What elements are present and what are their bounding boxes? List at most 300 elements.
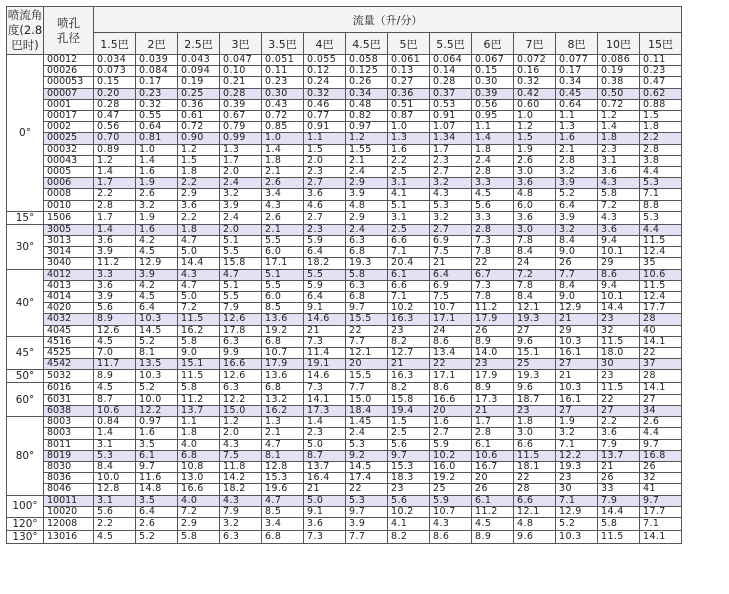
flow-value-cell: 3.1	[388, 178, 430, 189]
flow-value-cell: 33	[598, 484, 640, 495]
flow-value-cell: 15.3	[388, 461, 430, 472]
table-row	[7, 405, 682, 416]
flow-value-cell: 0.061	[388, 55, 430, 66]
flow-value-cell: 41	[640, 484, 682, 495]
flow-value-cell: 0.64	[556, 99, 598, 110]
flow-value-cell: 3.3	[472, 178, 514, 189]
flow-value-cell: 4.5	[94, 383, 136, 394]
flow-value-cell: 3.9	[346, 189, 388, 200]
flow-value-cell: 26	[472, 484, 514, 495]
flow-value-cell: 3.4	[262, 517, 304, 530]
nozzle-code-cell: 00007	[44, 88, 94, 99]
spray-angle-cell: 50°	[7, 370, 44, 383]
flow-value-cell: 10.3	[136, 314, 178, 325]
table-row	[7, 439, 682, 450]
flow-value-cell: 26	[598, 473, 640, 484]
flow-value-cell: 34	[640, 405, 682, 416]
spray-angle-cell: 15°	[7, 211, 44, 224]
flow-value-cell: 6.8	[262, 336, 304, 347]
flow-value-cell: 5.6	[94, 506, 136, 517]
flow-value-cell: 5.0	[178, 247, 220, 258]
flow-value-cell: 32	[598, 325, 640, 336]
flow-value-cell: 0.32	[136, 99, 178, 110]
nozzle-flow-rate-table	[6, 6, 682, 544]
flow-value-cell: 4.8	[346, 200, 388, 211]
flow-value-cell: 0.11	[262, 66, 304, 77]
flow-value-cell: 8.4	[556, 280, 598, 291]
flow-value-cell: 7.5	[220, 450, 262, 461]
table-row	[7, 200, 682, 211]
flow-value-cell: 7.7	[556, 269, 598, 280]
flow-value-cell: 3.2	[556, 224, 598, 235]
flow-value-cell: 9.0	[556, 247, 598, 258]
flow-value-cell: 7.1	[640, 189, 682, 200]
flow-value-cell: 7.1	[388, 247, 430, 258]
flow-value-cell: 10.8	[178, 461, 220, 472]
flow-value-cell: 25	[514, 359, 556, 370]
flow-value-cell: 1.2	[346, 133, 388, 144]
spray-angle-cell: 130°	[7, 530, 44, 543]
flow-value-cell: 11.5	[598, 530, 640, 543]
flow-value-cell: 23	[388, 325, 430, 336]
flow-value-cell: 23	[514, 405, 556, 416]
spray-angle-cell: 80°	[7, 417, 44, 495]
flow-value-cell: 4.5	[94, 530, 136, 543]
flow-value-cell: 0.094	[178, 66, 220, 77]
flow-value-cell: 17.1	[430, 314, 472, 325]
nozzle-code-cell: 8011	[44, 439, 94, 450]
flow-value-cell: 2.1	[262, 224, 304, 235]
flow-value-cell: 0.39	[472, 88, 514, 99]
flow-value-cell: 10.0	[94, 473, 136, 484]
flow-value-cell: 2.3	[304, 167, 346, 178]
flow-value-cell: 2.6	[262, 178, 304, 189]
flow-value-cell: 5.3	[430, 200, 472, 211]
flow-value-cell: 1.8	[178, 167, 220, 178]
flow-value-cell: 4.2	[136, 236, 178, 247]
flow-value-cell: 5.6	[388, 495, 430, 506]
flow-value-cell: 9.4	[598, 236, 640, 247]
flow-value-cell: 9.6	[514, 530, 556, 543]
flow-value-cell: 9.9	[220, 348, 262, 359]
flow-value-cell: 1.2	[514, 122, 556, 133]
nozzle-code-cell: 4012	[44, 269, 94, 280]
nozzle-code-cell: 10020	[44, 506, 94, 517]
nozzle-code-cell: 8003	[44, 428, 94, 439]
spray-angle-cell: 120°	[7, 517, 44, 530]
flow-value-cell: 2.1	[346, 155, 388, 166]
flow-value-cell: 1.07	[430, 122, 472, 133]
flow-value-cell: 7.2	[514, 269, 556, 280]
flow-value-cell: 1.5	[178, 155, 220, 166]
flow-value-cell: 7.1	[556, 439, 598, 450]
flow-value-cell: 7.2	[178, 506, 220, 517]
flow-value-cell: 4.5	[94, 336, 136, 347]
flow-value-cell: 12.6	[220, 314, 262, 325]
flow-value-cell: 5.9	[430, 439, 472, 450]
flow-value-cell: 18.4	[346, 405, 388, 416]
flow-value-cell: 2.6	[640, 417, 682, 428]
flow-value-cell: 1.9	[556, 417, 598, 428]
nozzle-code-cell: 00043	[44, 155, 94, 166]
flow-value-cell: 0.90	[178, 133, 220, 144]
flow-value-cell: 3.2	[220, 517, 262, 530]
spray-angle-cell: 30°	[7, 224, 44, 269]
flow-value-cell: 21	[304, 325, 346, 336]
flow-value-cell: 1.2	[94, 155, 136, 166]
flow-value-cell: 4.4	[640, 428, 682, 439]
flow-value-cell: 1.8	[262, 155, 304, 166]
flow-value-cell: 23	[598, 370, 640, 383]
flow-value-cell: 12.2	[556, 450, 598, 461]
flow-value-cell: 10.3	[556, 336, 598, 347]
flow-value-cell: 3.0	[514, 428, 556, 439]
nozzle-code-cell: 0006	[44, 178, 94, 189]
flow-value-cell: 4.3	[430, 517, 472, 530]
flow-value-cell: 11.5	[178, 370, 220, 383]
flow-value-cell: 9.7	[640, 495, 682, 506]
flow-value-cell: 2.4	[346, 224, 388, 235]
flow-value-cell: 0.055	[304, 55, 346, 66]
spray-angle-cell: 60°	[7, 383, 44, 417]
flow-value-cell: 8.1	[262, 450, 304, 461]
flow-value-cell: 4.6	[304, 200, 346, 211]
flow-value-cell: 2.6	[136, 189, 178, 200]
flow-value-cell: 5.9	[304, 236, 346, 247]
flow-value-cell: 2.2	[640, 133, 682, 144]
flow-value-cell: 23	[388, 484, 430, 495]
table-row	[7, 247, 682, 258]
flow-value-cell: 7.8	[514, 280, 556, 291]
nozzle-code-cell: 8030	[44, 461, 94, 472]
flow-value-cell: 5.8	[178, 530, 220, 543]
flow-value-cell: 15.5	[346, 370, 388, 383]
flow-value-cell: 12.1	[514, 303, 556, 314]
flow-value-cell: 5.2	[136, 383, 178, 394]
flow-value-cell: 0.064	[430, 55, 472, 66]
table-row	[7, 359, 682, 370]
flow-value-cell: 13.7	[598, 450, 640, 461]
flow-value-cell: 4.7	[220, 269, 262, 280]
flow-value-cell: 6.1	[472, 495, 514, 506]
flow-value-cell: 9.7	[388, 450, 430, 461]
flow-value-cell: 4.7	[262, 439, 304, 450]
flow-value-cell: 3.9	[220, 200, 262, 211]
flow-value-cell: 11.6	[136, 473, 178, 484]
flow-value-cell: 0.62	[640, 88, 682, 99]
flow-value-cell: 12.8	[262, 461, 304, 472]
table-row	[7, 303, 682, 314]
flow-value-cell: 0.61	[178, 111, 220, 122]
flow-value-cell: 9.6	[514, 336, 556, 347]
flow-value-cell: 7.7	[346, 530, 388, 543]
flow-value-cell: 8.2	[388, 530, 430, 543]
table-row	[7, 473, 682, 484]
flow-value-cell: 2.3	[304, 224, 346, 235]
flow-value-cell: 6.8	[262, 383, 304, 394]
flow-value-cell: 27	[514, 325, 556, 336]
flow-value-cell: 19.6	[262, 484, 304, 495]
table-row	[7, 111, 682, 122]
flow-value-cell: 1.0	[136, 144, 178, 155]
spray-angle-header: 喷流角度(2.8巴时)	[7, 7, 44, 55]
flow-value-cell: 7.1	[388, 292, 430, 303]
flow-value-cell: 0.043	[178, 55, 220, 66]
flow-value-cell: 3.6	[514, 211, 556, 224]
flow-value-cell: 12.9	[556, 506, 598, 517]
flow-value-cell: 11.8	[220, 461, 262, 472]
flow-value-cell: 1.8	[178, 224, 220, 235]
flow-value-cell: 13.7	[178, 405, 220, 416]
nozzle-code-cell: 00017	[44, 111, 94, 122]
flow-value-cell: 2.3	[304, 428, 346, 439]
flow-value-cell: 21	[556, 370, 598, 383]
flow-value-cell: 14.4	[598, 303, 640, 314]
flow-value-cell: 1.9	[136, 178, 178, 189]
flow-value-cell: 5.3	[346, 495, 388, 506]
flow-value-cell: 3.9	[346, 517, 388, 530]
flow-value-cell: 35	[640, 258, 682, 269]
pressure-header-cell: 2巴	[136, 33, 178, 55]
flow-value-cell: 0.086	[598, 55, 640, 66]
flow-value-cell: 10.1	[598, 247, 640, 258]
table-row	[7, 133, 682, 144]
pressure-header-row	[7, 33, 682, 55]
flow-value-cell: 7.8	[514, 236, 556, 247]
pressure-header-cell: 1.5巴	[94, 33, 136, 55]
flow-value-cell: 17.3	[472, 394, 514, 405]
nozzle-code-cell: 5032	[44, 370, 94, 383]
flow-value-cell: 2.4	[346, 167, 388, 178]
flow-value-cell: 2.6	[514, 155, 556, 166]
flow-value-cell: 8.8	[640, 200, 682, 211]
flow-value-cell: 0.27	[388, 77, 430, 88]
flow-value-cell: 12.6	[220, 370, 262, 383]
flow-value-cell: 17.9	[472, 370, 514, 383]
flow-value-cell: 6.3	[220, 336, 262, 347]
table-row	[7, 383, 682, 394]
flow-value-cell: 9.1	[304, 506, 346, 517]
flow-value-cell: 6.1	[136, 450, 178, 461]
flow-value-cell: 0.82	[346, 111, 388, 122]
nozzle-code-cell: 3014	[44, 247, 94, 258]
flow-value-cell: 17.1	[262, 258, 304, 269]
flow-value-cell: 1.45	[346, 417, 388, 428]
flow-value-cell: 19.2	[430, 473, 472, 484]
flow-value-cell: 14.1	[304, 394, 346, 405]
flow-value-cell: 3.2	[136, 200, 178, 211]
flow-value-cell: 5.1	[262, 269, 304, 280]
flow-value-cell: 8.7	[304, 450, 346, 461]
flow-value-cell: 16.3	[388, 314, 430, 325]
flow-value-cell: 30	[556, 484, 598, 495]
flow-value-cell: 11.2	[472, 506, 514, 517]
flow-value-cell: 8.6	[430, 336, 472, 347]
flow-value-cell: 15.0	[220, 405, 262, 416]
pressure-header-cell: 5巴	[388, 33, 430, 55]
flow-value-cell: 1.1	[178, 417, 220, 428]
flow-value-cell: 6.8	[262, 530, 304, 543]
flow-value-cell: 19.3	[346, 258, 388, 269]
flow-value-cell: 0.51	[388, 99, 430, 110]
nozzle-code-cell: 0008	[44, 189, 94, 200]
flow-value-cell: 0.55	[136, 111, 178, 122]
flow-value-cell: 0.23	[262, 77, 304, 88]
flow-value-cell: 4.3	[220, 439, 262, 450]
flow-value-cell: 1.0	[262, 133, 304, 144]
flow-value-cell: 2.8	[94, 200, 136, 211]
flow-value-cell: 2.6	[262, 211, 304, 224]
flow-value-cell: 3.6	[94, 236, 136, 247]
flow-value-cell: 0.46	[304, 99, 346, 110]
flow-value-cell: 6.8	[346, 247, 388, 258]
flow-value-cell: 1.1	[304, 133, 346, 144]
pressure-header-cell: 4巴	[304, 33, 346, 55]
nozzle-code-cell: 1506	[44, 211, 94, 224]
flow-value-cell: 3.1	[94, 439, 136, 450]
pressure-header-cell: 7巴	[514, 33, 556, 55]
flow-value-cell: 23	[598, 314, 640, 325]
nozzle-code-cell: 4516	[44, 336, 94, 347]
flow-value-cell: 3.0	[514, 167, 556, 178]
flow-value-cell: 21	[430, 258, 472, 269]
flow-value-cell: 0.47	[94, 111, 136, 122]
flow-value-cell: 13.2	[262, 394, 304, 405]
table-row	[7, 506, 682, 517]
flow-value-cell: 18.2	[220, 484, 262, 495]
nozzle-code-cell: 0010	[44, 200, 94, 211]
flow-value-cell: 0.36	[178, 99, 220, 110]
flow-value-cell: 0.53	[430, 99, 472, 110]
table-row	[7, 428, 682, 439]
flow-value-cell: 3.5	[136, 495, 178, 506]
flow-value-cell: 2.4	[220, 211, 262, 224]
flow-value-cell: 7.9	[220, 303, 262, 314]
flow-value-cell: 0.97	[136, 417, 178, 428]
flow-value-cell: 19.3	[514, 370, 556, 383]
flow-value-cell: 1.4	[94, 167, 136, 178]
flow-value-cell: 2.7	[430, 428, 472, 439]
flow-value-cell: 9.1	[304, 303, 346, 314]
flow-value-cell: 5.8	[178, 383, 220, 394]
flow-value-cell: 3.6	[304, 517, 346, 530]
flow-value-cell: 16.2	[262, 405, 304, 416]
flow-value-cell: 4.7	[262, 495, 304, 506]
flow-value-cell: 0.37	[430, 88, 472, 99]
flow-value-cell: 2.4	[472, 155, 514, 166]
flow-value-cell: 3.1	[388, 211, 430, 224]
flow-value-cell: 1.4	[94, 428, 136, 439]
flow-value-cell: 0.19	[178, 77, 220, 88]
flow-value-cell: 2.7	[430, 224, 472, 235]
flow-value-cell: 4.3	[178, 269, 220, 280]
flow-value-cell: 0.88	[640, 99, 682, 110]
flow-value-cell: 6.6	[388, 280, 430, 291]
flow-value-cell: 4.3	[598, 178, 640, 189]
flow-value-cell: 6.3	[220, 383, 262, 394]
pressure-header-cell: 6巴	[472, 33, 514, 55]
flow-value-cell: 19.3	[556, 461, 598, 472]
table-row	[7, 224, 682, 235]
flow-value-cell: 25	[430, 484, 472, 495]
flow-value-cell: 1.7	[220, 155, 262, 166]
flow-value-cell: 0.36	[388, 88, 430, 99]
flow-value-cell: 3.2	[556, 428, 598, 439]
flow-value-cell: 16.0	[430, 461, 472, 472]
flow-value-cell: 2.2	[94, 189, 136, 200]
nozzle-code-cell: 8019	[44, 450, 94, 461]
flow-value-cell: 18.0	[598, 348, 640, 359]
flow-value-cell: 2.2	[598, 417, 640, 428]
flow-value-cell: 0.72	[598, 99, 640, 110]
flow-value-cell: 13.0	[178, 473, 220, 484]
flow-value-cell: 17.9	[472, 314, 514, 325]
flow-value-cell: 2.2	[178, 211, 220, 224]
flow-value-cell: 0.17	[556, 66, 598, 77]
flow-value-cell: 0.43	[262, 99, 304, 110]
flow-value-cell: 1.7	[472, 417, 514, 428]
flow-value-cell: 7.2	[178, 303, 220, 314]
flow-value-cell: 0.91	[430, 111, 472, 122]
flow-value-cell: 8.6	[598, 269, 640, 280]
flow-value-cell: 0.77	[304, 111, 346, 122]
flow-value-cell: 3.6	[598, 167, 640, 178]
flow-value-cell: 9.6	[514, 383, 556, 394]
flow-value-cell: 4.8	[514, 517, 556, 530]
flow-value-cell: 6.1	[388, 269, 430, 280]
flow-value-cell: 0.28	[430, 77, 472, 88]
flow-value-cell: 7.3	[304, 530, 346, 543]
flow-value-cell: 14.6	[304, 370, 346, 383]
flow-value-cell: 5.8	[598, 189, 640, 200]
flow-value-cell: 0.38	[598, 77, 640, 88]
flow-value-cell: 0.24	[304, 77, 346, 88]
flow-value-cell: 2.8	[472, 167, 514, 178]
flow-value-cell: 14.8	[136, 484, 178, 495]
flow-value-cell: 7.3	[472, 280, 514, 291]
flow-value-cell: 11.5	[640, 236, 682, 247]
flow-value-cell: 0.13	[388, 66, 430, 77]
flow-value-cell: 0.50	[598, 88, 640, 99]
flow-value-cell: 0.95	[472, 111, 514, 122]
flow-value-cell: 5.2	[136, 336, 178, 347]
flow-value-cell: 16.3	[388, 370, 430, 383]
flow-value-cell: 30	[598, 359, 640, 370]
nozzle-code-cell: 8003	[44, 417, 94, 428]
flow-value-cell: 8.9	[94, 314, 136, 325]
flow-value-cell: 2.0	[220, 167, 262, 178]
flow-rate-table-container	[6, 6, 682, 544]
flow-value-cell: 4.5	[472, 189, 514, 200]
table-row	[7, 280, 682, 291]
flow-value-cell: 5.3	[346, 439, 388, 450]
table-row	[7, 370, 682, 383]
pressure-header-cell: 15巴	[640, 33, 682, 55]
flow-value-cell: 1.2	[178, 144, 220, 155]
flow-value-cell: 4.3	[220, 495, 262, 506]
flow-value-cell: 0.56	[94, 122, 136, 133]
flow-value-cell: 2.1	[262, 428, 304, 439]
flow-value-cell: 13.4	[430, 348, 472, 359]
flow-value-cell: 5.9	[304, 280, 346, 291]
flow-value-cell: 2.1	[262, 167, 304, 178]
nozzle-code-cell: 00032	[44, 144, 94, 155]
flow-value-cell: 7.0	[94, 348, 136, 359]
flow-value-cell: 9.0	[178, 348, 220, 359]
flow-value-cell: 1.8	[514, 417, 556, 428]
table-row	[7, 77, 682, 88]
nozzle-code-cell: 6038	[44, 405, 94, 416]
